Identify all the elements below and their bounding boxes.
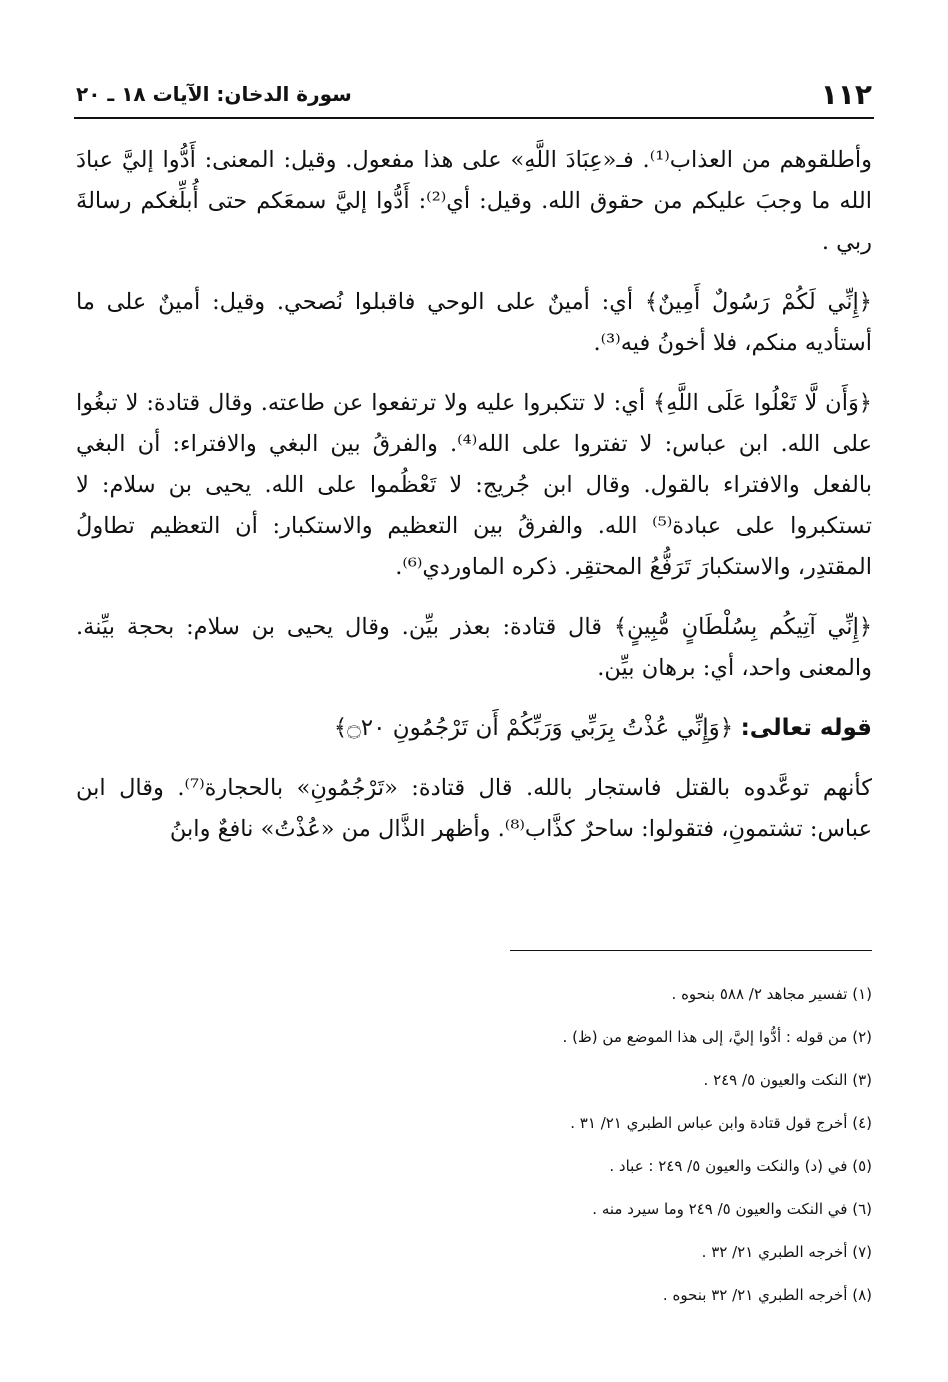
running-title: سورة الدخان: الآيات ١٨ ـ ٢٠	[76, 82, 352, 106]
paragraph-2: ﴿إِنِّي لَكُمْ رَسُولٌ أَمِينٌ﴾ أي: أمينٌ على الوحي فاقبلوا نُصحي. وقيل: أمينٌ على ما أستأديه منكم، فلا أخونُ فيه⁽³⁾.	[76, 289, 872, 356]
footnote-8: (٨) أخرجه الطبري ٢١/ ٣٢ بنحوه .	[662, 1286, 872, 1304]
footnote-5: (٥) في (د) والنكت والعيون ٥/ ٢٤٩ : عباد .	[609, 1157, 872, 1175]
footnote-1: (١) تفسير مجاهد ٢/ ٥٨٨ بنحوه .	[671, 985, 872, 1003]
paragraph-4: ﴿إِنِّي آتِيكُم بِسُلْطَانٍ مُّبِينٍ﴾ قال قتادة: بعذر بيِّن. وقال يحيى بن سلام: بحجة بيِّنة. والمعنى واحد، أي: برهان بيِّن.	[76, 614, 872, 681]
footnotes	[76, 984, 872, 1328]
footnote-separator	[510, 950, 872, 951]
footnote-4: (٤) أخرج قول قتادة وابن عباس الطبري ٢١/ ٣١ .	[570, 1114, 872, 1132]
footnote-7: (٧) أخرجه الطبري ٢١/ ٣٢ .	[701, 1243, 872, 1261]
page-body	[76, 140, 872, 869]
paragraph-3: ﴿وَأَن لَّا تَعْلُوا عَلَى اللَّهِ﴾ أي: لا تتكبروا عليه ولا ترتفعوا عن طاعته. وقال قتادة: لا تبغُوا على الله. ابن عباس: لا تفتروا على الله⁽⁴⁾. والفرقُ بين البغي والافتراء: أن البغي بالفعل والافتراء بالقول. وقال ابن جُريج: لا تَعْظُموا على الله. يحيى بن سلام: لا تستكبروا على عبادة⁽⁵⁾ الله. والفرقُ بين التعظيم والاستكبار: أن التعظيم تطاولُ المقتدِر، والاستكبارَ تَرَفُّعُ المحتقِر. ذكره الماوردي⁽⁶⁾.	[76, 390, 872, 580]
header-rule	[74, 117, 874, 119]
verse-heading-text: ﴿وَإِنِّي عُذْتُ بِرَبِّي وَرَبِّكُمْ أَن تَرْجُمُونِ ۝٢٠﴾	[333, 715, 734, 741]
verse-heading	[76, 708, 872, 749]
footnote-3: (٣) النكت والعيون ٥/ ٢٤٩ .	[703, 1071, 872, 1089]
footnote-6: (٦) في النكت والعيون ٥/ ٢٤٩ وما سيرد منه .	[592, 1200, 872, 1218]
footnote-2: (٢) من قوله : أدُّوا إليَّ، إلى هذا الموضع من (ظ) .	[562, 1028, 872, 1046]
paragraph-5: كأنهم توعَّدوه بالقتل فاستجار بالله. قال قتادة: «تَرْجُمُونِ» بالحجارة⁽⁷⁾. وقال ابن عباس: تشتمونِ، فتقولوا: ساحرٌ كذَّاب⁽⁸⁾. وأظهر الذَّال من «عُذْتُ» نافعٌ وابنُ	[76, 775, 873, 842]
page-number: ١١٢	[820, 77, 872, 111]
verse-heading-label: قوله تعالى:	[740, 715, 872, 741]
page-header	[76, 74, 872, 114]
paragraph-1: وأطلقوهم من العذاب⁽¹⁾. فـ«عِبَادَ اللَّهِ» على هذا مفعول. وقيل: المعنى: أَدُّوا إليَّ عبادَ الله ما وجبَ عليكم من حقوق الله. وقيل: أي⁽²⁾: أَدُّوا إليَّ سمعَكم حتى أُبلِّغكم رسالةَ ربي .	[76, 147, 872, 255]
